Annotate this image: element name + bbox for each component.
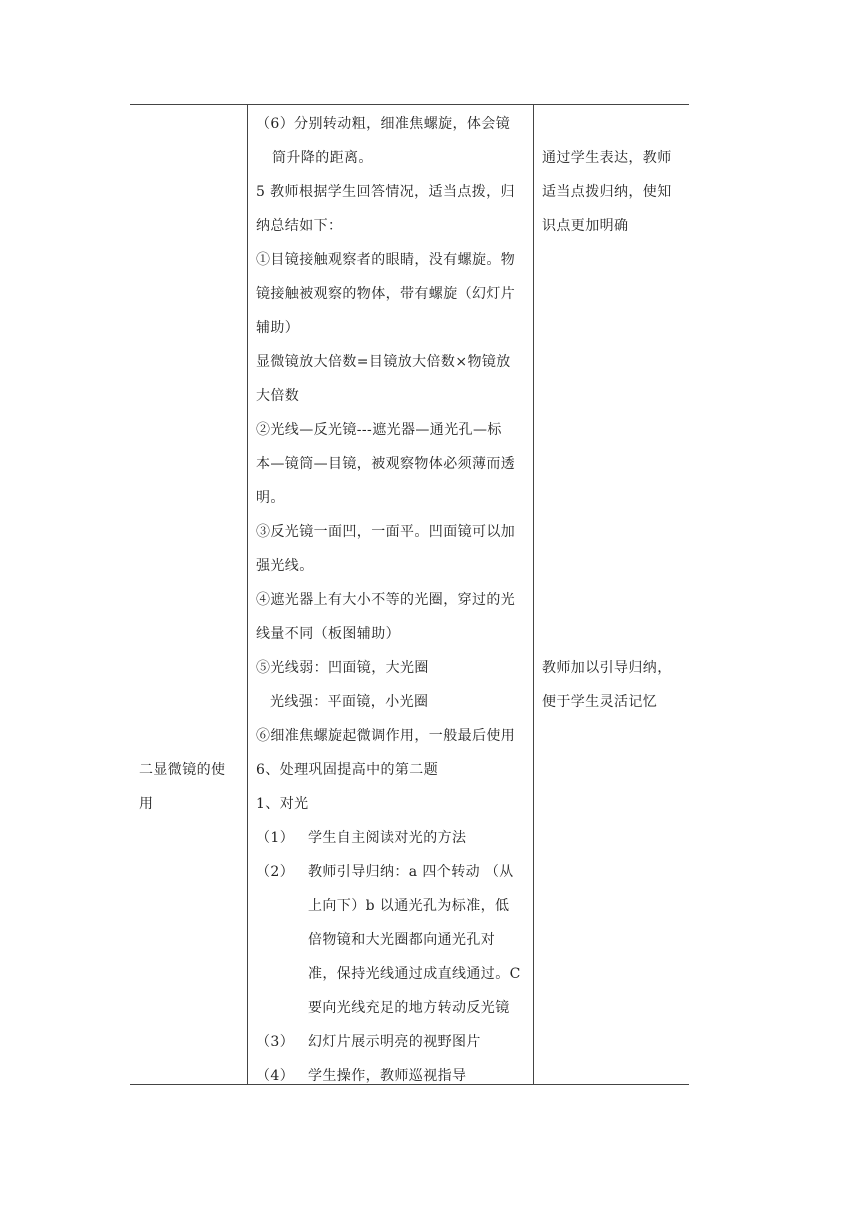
content-line: 6、处理巩固提高中的第二题 xyxy=(256,762,439,778)
column-divider-2 xyxy=(533,104,534,1084)
content-line: （1） xyxy=(256,830,295,846)
content-line: ⑥细准焦螺旋起微调作用，一般最后使用 xyxy=(256,728,516,744)
note-2-line-1: 教师加以引导归纳， xyxy=(542,660,672,676)
note-1-line-2: 适当点拨归纳，使知 xyxy=(542,184,672,200)
content-line: 显微镜放大倍数=目镜放大倍数×物镜放 xyxy=(256,354,511,370)
content-line: 学生操作，教师巡视指导 xyxy=(308,1068,467,1084)
column-divider-1 xyxy=(247,104,248,1084)
content-line: 大倍数 xyxy=(256,388,300,404)
content-line: ⑤光线弱：凹面镜，大光圈 xyxy=(256,660,429,676)
content-line: 线量不同（板图辅助） xyxy=(256,626,400,642)
note-1-line-3: 识点更加明确 xyxy=(542,218,629,234)
table-top-border xyxy=(130,104,689,105)
content-line: 明。 xyxy=(256,490,285,506)
content-line: ④遮光器上有大小不等的光圈，穿过的光 xyxy=(256,592,516,608)
content-line: 幻灯片展示明亮的视野图片 xyxy=(308,1034,481,1050)
note-1-line-1: 通过学生表达，教师 xyxy=(542,150,672,166)
content-line: 镜接触被观察的物体，带有螺旋（幻灯片 xyxy=(256,286,516,302)
content-line: 倍物镜和大光圈都向通光孔对 xyxy=(308,932,496,948)
content-line: 1、对光 xyxy=(256,796,309,812)
note-2-line-2: 便于学生灵活记忆 xyxy=(542,694,658,710)
content-line: ①目镜接触观察者的眼睛，没有螺旋。物 xyxy=(256,252,516,268)
section-label-line-1: 二显微镜的使 xyxy=(139,762,226,778)
content-line: 辅助） xyxy=(256,320,300,336)
content-line: （6）分别转动粗，细准焦螺旋，体会镜 xyxy=(256,116,511,132)
content-line: 筒升降的距离。 xyxy=(272,150,373,166)
content-line: ②光线—反光镜---遮光器—通光孔—标 xyxy=(256,422,502,438)
content-line: 教师引导归纳：a 四个转动 （从 xyxy=(308,864,514,880)
content-line: 光线强：平面镜，小光圈 xyxy=(270,694,429,710)
content-line: （4） xyxy=(256,1068,295,1084)
content-line: ③反光镜一面凹，一面平。凹面镜可以加 xyxy=(256,524,516,540)
content-line: 学生自主阅读对光的方法 xyxy=(308,830,467,846)
content-line: 强光线。 xyxy=(256,558,314,574)
content-line: 上向下）b 以通光孔为标准，低 xyxy=(308,898,510,914)
content-line: （2） xyxy=(256,864,295,880)
content-line: 5 教师根据学生回答情况，适当点拨，归 xyxy=(256,184,515,200)
content-line: 要向光线充足的地方转动反光镜 xyxy=(308,1000,510,1016)
content-line: 纳总结如下： xyxy=(256,218,343,234)
content-line: （3） xyxy=(256,1034,295,1050)
section-label-line-2: 用 xyxy=(139,796,154,812)
content-line: 本—镜筒—目镜，被观察物体必须薄而透 xyxy=(256,456,516,472)
content-line: 准，保持光线通过成直线通过。C xyxy=(308,966,521,982)
